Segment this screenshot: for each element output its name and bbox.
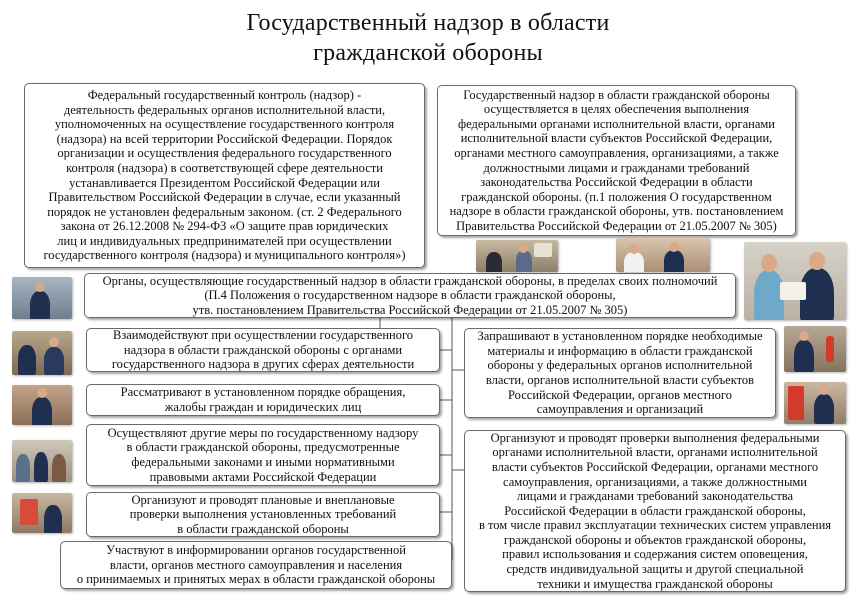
- federal-control-definition-text: Федеральный государственный контроль (надзор) - деятельность федеральных органов исполнительной власти, уполномоченных на осуществление государственного контроля (надзора) на всей территории Российской Федерации. Порядок организации и осуществления федерального государственного контроля (надзора) в соответствующей сфере деятельности устанавливается Президентом Российской Федерации или Правительством Российской Федерации в случае, если указанный порядок не установлен федеральным законом. (ст. 2 Федерального закона от 26.12.2008 № 294-ФЗ «О защите прав юридических лиц и индивидуальных предпринимателей при осуществлении государственного контроля (надзора) и муниципального контроля»): [43, 87, 406, 263]
- inform-box: [60, 541, 452, 589]
- other-measures-text: Осуществляют другие меры по государственному надзору в области гражданской обороны, предусмотренные федеральными законами и иными нормативными правовыми актами Российской Федерации: [107, 425, 419, 484]
- supervision-purpose-text: Государственный надзор в области гражданской обороны осуществляется в целях обеспечения выполнения федеральными органами исполнительной власти, органами исполнительной власти субъектов Российской Федерации, органами местного самоуправления, организациями, а также должностными лицами и гражданами требований законодательства Российской Федерации в области гражданской обороны. (п.1 положения О государственном надзоре в области гражданской обороны, утв. постановлением Правительства Российской Федерации от 21.05.2007 № 305): [449, 87, 784, 233]
- officer-photo-1: [12, 277, 72, 319]
- inform-text: Участвуют в информировании органов государственной власти, органов местного самоуправления и населения о принимаемых и принятых мерах в области гражданской обороны: [76, 543, 436, 587]
- request-materials-text: Запрашивают в установленном порядке необходимые материалы и информацию в области гражданской обороны у федеральных органов исполнительной власти, органов исполнительной власти субъектов Российской Федерации, органов местного самоуправления и организаций: [477, 329, 763, 417]
- inspection-photo-3: [12, 493, 72, 533]
- inspection-photo-2: [616, 238, 710, 272]
- officer-photo-3: [12, 385, 72, 425]
- page-title: Государственный надзор в области гражданской обороны: [246, 10, 610, 66]
- group-photo: [12, 440, 72, 482]
- inspection-photo-1: [476, 240, 558, 272]
- supervising-bodies-box: [84, 273, 736, 318]
- conduct-checks-text: Организуют и проводят проверки выполнения федеральными органами исполнительной власти, органами исполнительной власти субъектов Российской Федерации, органами местного самоуправления, организациями, а также должностными лицами и гражданами требований законодательства Российской Федерации в области гражданской обороны, в том числе правил эксплуатации технических систем управления гражданской обороны и объектов гражданской обороны, правил использования и содержания систем оповещения, средств индивидуальной защиты и другой специальной техники и имущества гражданской обороны: [478, 430, 832, 591]
- interact-text: Взаимодействуют при осуществлении государственного надзора в области гражданской обороны с органами государственного надзора в других сферах деятельности: [111, 328, 415, 372]
- officers-with-documents-photo: [744, 242, 846, 320]
- planned-checks-text: Организуют и проводят плановые и внеплановые проверки выполнения установленных требований в области гражданской обороны: [129, 492, 397, 536]
- federal-control-definition-box: [24, 83, 425, 268]
- consider-complaints-box: [86, 384, 440, 416]
- planned-checks-box: [86, 492, 440, 537]
- consider-complaints-text: Рассматривают в установленном порядке обращения, жалобы граждан и юридических лиц: [120, 385, 406, 414]
- other-measures-box: [86, 424, 440, 486]
- extinguisher-photo: [784, 326, 846, 372]
- interact-box: [86, 328, 440, 372]
- fire-cabinet-photo: [784, 382, 846, 424]
- supervision-purpose-box: [437, 85, 796, 236]
- request-materials-box: [464, 328, 776, 418]
- conduct-checks-box: [464, 430, 846, 592]
- officer-photo-2: [12, 331, 72, 375]
- supervising-bodies-text: Органы, осуществляющие государственный надзор в области гражданской обороны, в пределах своих полномочий (П.4 Положения о государственном надзоре в области гражданской обороны, утв. постановлением Правительства Российской Федерации от 21.05.2007 № 305): [102, 273, 718, 317]
